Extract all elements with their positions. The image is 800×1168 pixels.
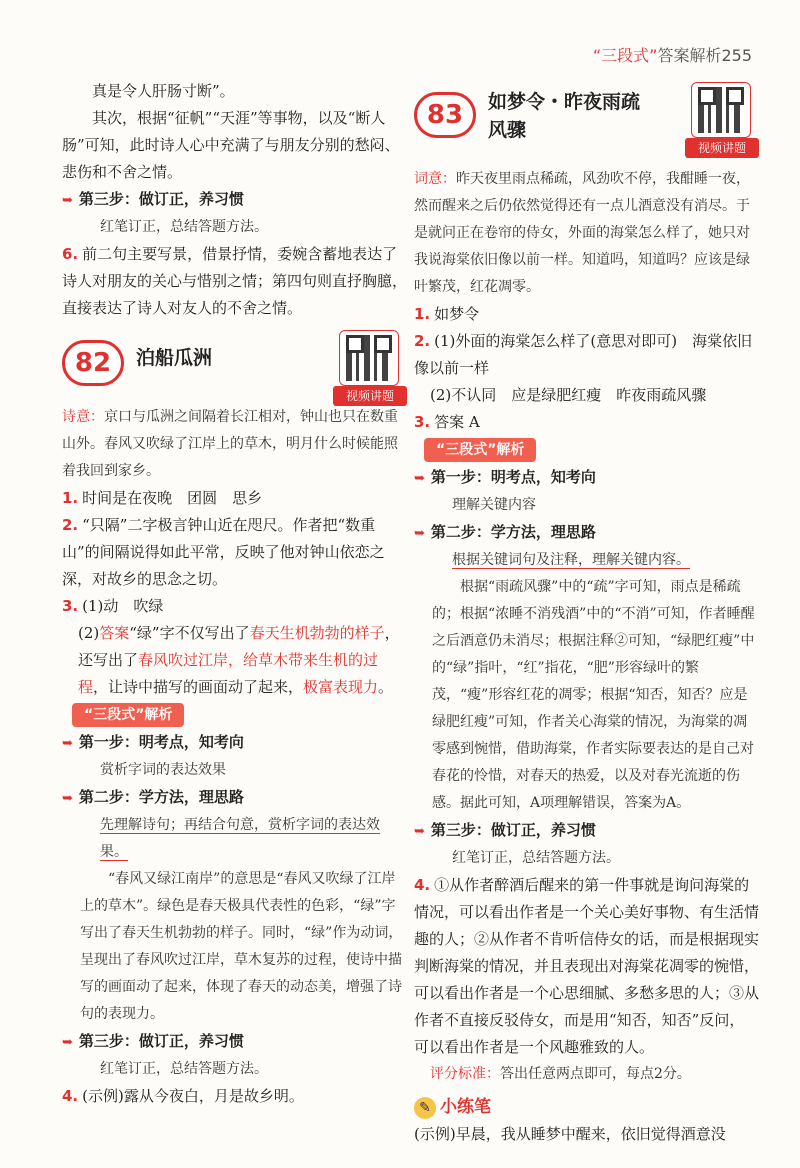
header-page: 答案解析255 [657,46,752,65]
poem-title: 如梦令・昨夜雨疏 风骤 [488,91,641,141]
arrow-icon: ➥ [62,1035,73,1050]
pencil-icon: ✎ [414,1097,436,1119]
left-column [62,78,407,1110]
item-3: 3. (1)动 吹绿 [62,597,164,615]
step1-text: 理解关键内容 [452,497,536,513]
item-2: 2. “只隔”二字极言钟山近在咫尺。作者把“数重山”的间隔说得如此平常，反映了他对钟山依恋之深，对故乡的思念之切。 [62,516,385,588]
step1-heading: ➥ 第一步：明考点，知考向 [62,733,244,751]
item-3-answer: (2)答案“绿”字不仅写出了春天生机勃勃的样子，还写出了春风吹过江岸，给草木带来生机的过程，让诗中描写的画面动了起来，极富表现力。 [78,624,400,696]
step3b-text: 红笔订正，总结答题方法。 [100,1061,268,1077]
qr-code-icon[interactable] [691,82,751,138]
practice-text: (示例)早晨，我从睡梦中醒来，依旧觉得酒意没 [414,1125,726,1143]
step2-heading: ➥ 第二步：学方法，理思路 [414,523,596,541]
step3-heading: ➥ 第三步：做订正，养习惯 [414,821,596,839]
poem-meaning: 诗意：京口与瓜洲之间隔着长江相对，钟山也只在数重山外。春风又吹绿了江岸上的草木，明月什么时候能照着我回到家乡。 [62,409,398,479]
three-step-analysis-label: “三段式”解析 [424,438,536,462]
poem-title: 泊船瓜洲 [136,347,213,369]
step2-method: 根据关键词句及注释，理解关键内容。 [452,552,690,568]
poem-83-header [414,82,759,158]
step1-heading: ➥ 第一步：明考点，知考向 [414,468,596,486]
step3b-heading: ➥ 第三步：做订正，养习惯 [62,1032,244,1050]
intro-line: 真是令人肝肠寸断”。 [92,82,235,100]
arrow-icon: ➥ [62,193,73,208]
item-3: 3. 答案 A [414,413,480,431]
scoring-criteria: 评分标准：答出任意两点即可，每点2分。 [430,1066,691,1082]
item-6: 6. 前二句主要写景，借景抒情，委婉含蓄地表达了诗人对朋友的关心与惜别之情；第四句则直抒胸臆，直接表达了诗人对友人的不舍之情。 [62,245,408,317]
arrow-icon: ➥ [414,824,425,839]
item-2: 2. (1)外面的海棠怎么样了(意思对即可) 海棠依旧像以前一样 [414,332,753,377]
poem-number-badge: 82 [62,340,124,386]
header-section: “三段式” [592,46,658,65]
page-header [593,42,752,69]
qr-code-icon[interactable] [339,330,399,386]
analysis-paragraph: 其次，根据“征帆”“天涯”等事物，以及“断人肠”可知，此时诗人心中充满了与朋友分别的愁闷、悲伤和不舍之情。 [62,109,400,181]
item-1: 1. 如梦令 [414,305,480,323]
item-4: 4. ①从作者醉酒后醒来的第一件事就是询问海棠的情况，可以看出作者是一个关心美好事物、有生活情趣的人；②从作者不肯听信侍女的话，而是根据现实判断海棠的情况，并且表现出对海棠花凋零的惋惜，可以看出作者是一个心思细腻、多愁多思的人；③从作者不直接反驳侍女，而是用“知否，知否”反问，可以看出作者是一个风趣雅致的人。 [414,876,760,1056]
poem-82-header [62,330,407,403]
step2-paragraph: 根据“雨疏风骤”中的“疏”字可知，雨点是稀疏的；根据“浓睡不消残酒”中的“不消”可知，作者睡醒之后酒意仍未消尽；根据注释②可知，“绿肥红瘦”中的“绿”指叶，“红”指花，“肥”形容绿叶的繁茂，“瘦”形容红花的凋零；根据“知否，知否？应是绿肥红瘦”可知，作者关心海棠的情况，为海棠的凋零感到惋惜，借助海棠，作者实际要表达的是自己对春花的怜惜，对春天的热爱，以及对春光流逝的伤感。据此可知，A项理解错误，答案为A。 [432,579,755,811]
ci-meaning: 词意：昨天夜里雨点稀疏，风劲吹不停，我酣睡一夜，然而醒来之后仍依然觉得还有一点儿酒意没有消尽。于是就问正在卷帘的侍女，外面的海棠怎么样了，她只对我说海棠依旧像以前一样。知道吗，知道吗？应该是绿叶繁茂，红花凋零。 [414,171,750,295]
item-4: 4. (示例)露从今夜白，月是故乡明。 [62,1087,304,1105]
practice-heading: ✎ 小练笔 [414,1094,759,1121]
video-lecture-label[interactable]: 视频讲题 [333,386,407,406]
step3-text: 红笔订正，总结答题方法。 [452,850,620,866]
arrow-icon: ➥ [414,526,425,541]
arrow-icon: ➥ [62,736,73,751]
right-column [414,82,759,1148]
three-step-analysis-label: “三段式”解析 [72,703,184,727]
step2-heading: ➥ 第二步：学方法，理思路 [62,788,244,806]
item-1: 1. 时间是在夜晚 团圆 思乡 [62,489,263,507]
poem-number-badge: 83 [414,92,476,138]
step2-paragraph: “春风又绿江南岸”的意思是“春风又吹绿了江岸上的草木”。绿色是春天极具代表性的色彩，“绿”字写出了春天生机勃勃的样子。同时，“绿”作为动词，呈现出了春风吹过江岸，草木复苏的过程，使诗中描写的画面动了起来，体现了春天的动态美，增强了诗句的表现力。 [80,871,403,1022]
step3-heading: ➥ 第三步：做订正，养习惯 [62,190,244,208]
arrow-icon: ➥ [62,791,73,806]
step2-method: 先理解诗句；再结合句意，赏析字词的表达效果。 [100,817,380,860]
video-lecture-label[interactable]: 视频讲题 [685,138,759,158]
arrow-icon: ➥ [414,471,425,486]
step3-text: 红笔订正，总结答题方法。 [100,219,268,235]
item-2b: (2)不认同 应是绿肥红瘦 昨夜雨疏风骤 [430,386,707,404]
step1-text: 赏析字词的表达效果 [100,762,226,778]
